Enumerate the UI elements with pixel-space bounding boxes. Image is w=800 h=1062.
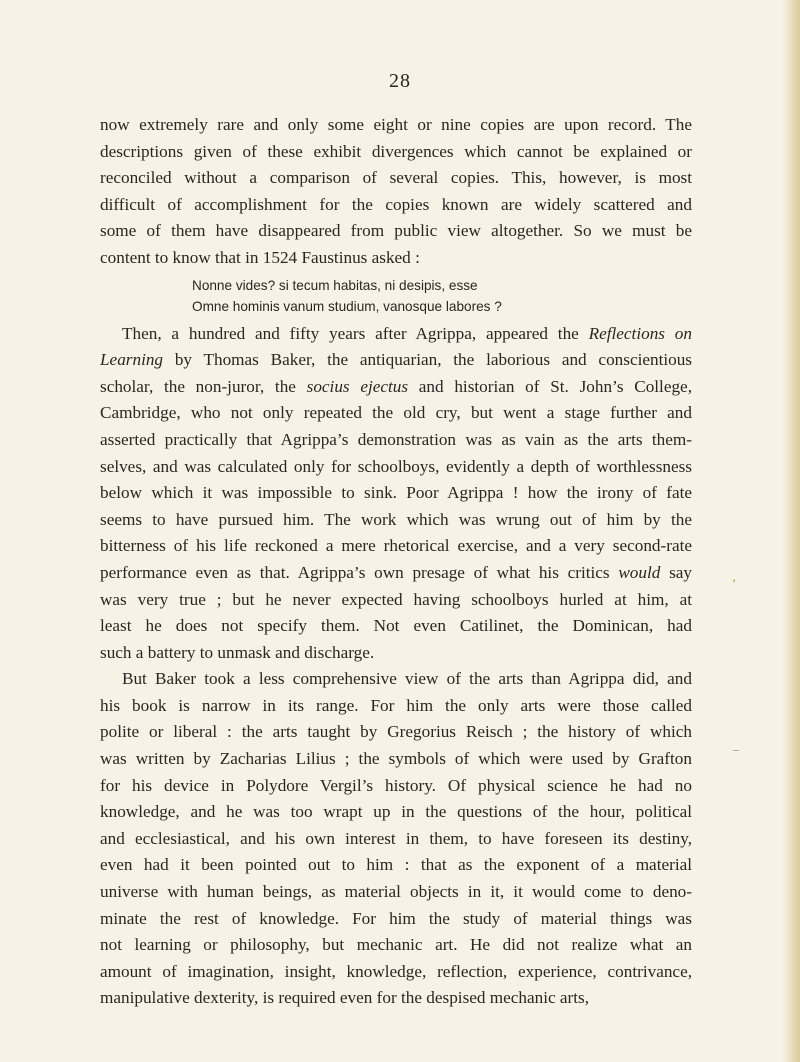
text-line: [100, 560, 692, 587]
verse-line: Omne hominis vanum studium, vanosque labores ?: [192, 298, 502, 314]
text-line: difficult of accomplishment for the copies known are widely scattered and: [100, 194, 692, 214]
text-line: reconciled without a comparison of several copies. This, however, is most: [100, 168, 692, 188]
latin-phrase-italic: socius ejectus: [306, 376, 409, 396]
text-line: was written by Zacharias Lilius ; the symbols of which were used by Grafton: [100, 749, 692, 769]
body-text: [100, 112, 692, 1012]
text-line: selves, and was calculated only for schoolboys, evidently a depth of worthlessness: [100, 456, 692, 476]
text-line: content to know that in 1524 Faustinus asked :: [100, 247, 420, 267]
text-line: was very true ; but he never expected having schoolboys hurled at him, at: [100, 589, 692, 609]
text-line: manipulative dexterity, is required even for the despised mechanic arts,: [100, 988, 590, 1008]
text-line: least he does not specify them. Not even Catilinet, the Dominican, had: [100, 616, 692, 636]
text-line: [100, 347, 692, 374]
emphasis-italic: would: [618, 562, 661, 582]
text-line: universe with human beings, as material objects in it, it would come to deno-: [100, 882, 692, 902]
text-line: But Baker took a less comprehensive view of the arts than Agrippa did, and: [122, 669, 692, 689]
text-line: seems to have pursued him. The work which was wrung out of him by the: [100, 509, 692, 529]
text-run: by Thomas Baker, the antiquarian, the laborious and conscientious: [163, 350, 692, 370]
paragraph-2: [100, 321, 692, 667]
paragraph-3: [100, 666, 692, 1012]
text-line: below which it was impossible to sink. Poor Agrippa ! how the irony of fate: [100, 483, 692, 503]
text-line: bitterness of his life reckoned a mere rhetorical exercise, and a very second-rate: [100, 536, 692, 556]
text-line: such a battery to unmask and discharge.: [100, 642, 375, 662]
text-line: and ecclesiastical, and his own interest in them, to have foreseen its destiny,: [100, 828, 692, 848]
text-line: asserted practically that Agrippa’s demonstration was as vain as the arts them-: [100, 429, 692, 449]
text-line: his book is narrow in its range. For him the only arts were those called: [100, 695, 692, 715]
verse-line: Nonne vides? si tecum habitas, ni desipis, esse: [192, 277, 478, 293]
text-line: descriptions given of these exhibit divergences which cannot be explained or: [100, 141, 692, 161]
text-line: [100, 374, 692, 401]
page-number: 28: [389, 70, 411, 92]
text-line: amount of imagination, insight, knowledge, reflection, experience, contrivance,: [100, 961, 692, 981]
text-run: performance even as that. Agrippa’s own presage of what his critics: [100, 562, 619, 582]
book-title-italic: Learning: [100, 350, 164, 370]
text-line: not learning or philosophy, but mechanic art. He did not realize what an: [100, 935, 692, 955]
text-line: polite or liberal : the arts taught by Gregorius Reisch ; the history of which: [100, 722, 692, 742]
margin-dash-mark: ‒: [733, 742, 739, 756]
text-run: scholar, the non-juror, the: [100, 376, 307, 396]
text-line: now extremely rare and only some eight or nine copies are upon record. The: [100, 115, 692, 134]
text-line: [100, 321, 692, 348]
text-line: even had it been pointed out to him : that as the exponent of a material: [100, 855, 692, 875]
book-title-italic: Reflections on: [588, 323, 692, 343]
text-run: and historian of St. John’s College,: [408, 376, 692, 396]
text-line: for his device in Polydore Vergil’s history. Of physical science he had no: [100, 775, 692, 795]
verse-quotation: [100, 275, 692, 317]
text-line: minate the rest of knowledge. For him the study of material things was: [100, 908, 692, 928]
text-line: some of them have disappeared from public view altogether. So we must be: [100, 221, 692, 241]
text-run: Then, a hundred and fifty years after Agrippa, appeared the: [122, 323, 589, 343]
margin-speck-mark: ’: [732, 576, 736, 590]
paragraph-1: [100, 112, 692, 272]
page-edge-shadow: [782, 0, 800, 1062]
text-line: Cambridge, who not only repeated the old cry, but went a stage further and: [100, 403, 692, 423]
text-run: say: [660, 562, 692, 582]
text-line: knowledge, and he was too wrapt up in the questions of the hour, political: [100, 802, 692, 822]
